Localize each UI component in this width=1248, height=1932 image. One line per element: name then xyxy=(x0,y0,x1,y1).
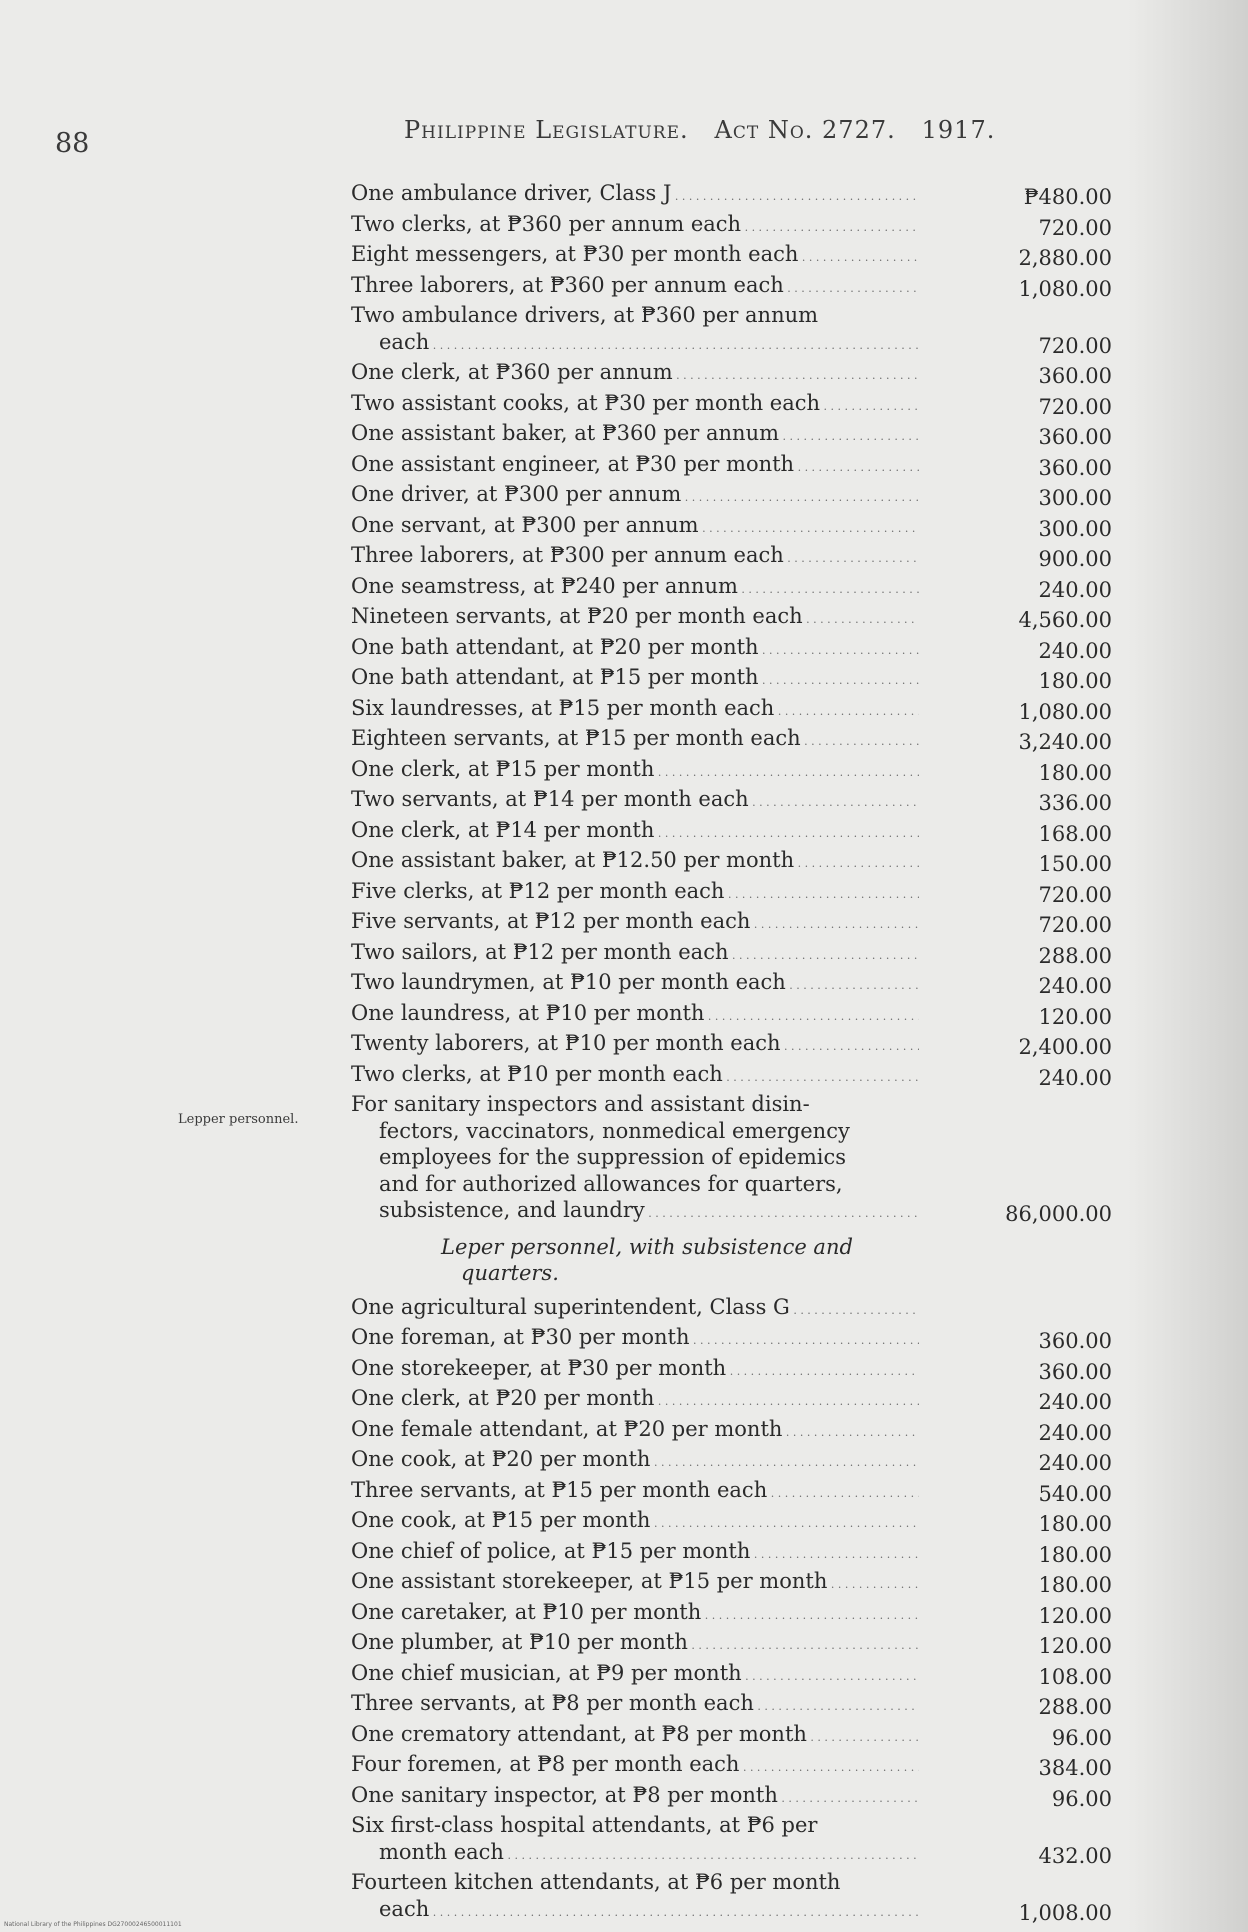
margin-note: Lepper personnel. xyxy=(178,1112,299,1127)
line-item-description xyxy=(351,939,919,970)
line-item xyxy=(351,1538,1121,1569)
line-item xyxy=(351,180,1121,211)
line-item xyxy=(351,512,1121,543)
line-item-amount: 720.00 xyxy=(1038,394,1112,419)
line-item-amount: 240.00 xyxy=(1038,974,1112,998)
line-item xyxy=(351,1030,1121,1061)
line-item xyxy=(351,1061,1121,1092)
line-item-amount: 120.00 xyxy=(1038,1603,1112,1628)
line-item-amount: 432.00 xyxy=(1038,1843,1112,1868)
line-item-text: One cook, at ₱20 per month . . . xyxy=(351,1447,919,1471)
line-item-text: Eighteen servants, at ₱15 per month each . . . xyxy=(351,726,919,750)
line-item-text: One driver, at ₱300 per annum . . . xyxy=(351,482,919,506)
line-item-text: Six first-class hospital attendants, at ₱6 per xyxy=(351,1813,818,1837)
line-item-amount: 108.00 xyxy=(1038,1664,1112,1689)
line-item-description xyxy=(351,211,919,242)
line-item-text: One plumber, at ₱10 per month . . . xyxy=(351,1630,919,1654)
line-item-amount: 360.00 xyxy=(1038,1359,1112,1384)
line-item-amount: 720.00 xyxy=(1038,913,1112,937)
line-item xyxy=(351,969,1121,1000)
line-item-text: One bath attendant, at ₱20 per month . . . xyxy=(351,635,919,659)
line-item xyxy=(351,634,1121,665)
line-item-text: employees for the suppression of epidemics xyxy=(379,1145,846,1169)
line-item-amount: 360.00 xyxy=(1038,364,1112,388)
line-item-text: One crematory attendant, at ₱8 per month . . . xyxy=(351,1722,919,1746)
section-heading-line: Leper personnel, with subsistence and xyxy=(441,1234,853,1259)
line-item xyxy=(351,908,1121,939)
line-item-amount: 300.00 xyxy=(1038,516,1112,541)
line-item xyxy=(351,603,1121,634)
line-item xyxy=(351,1324,1121,1355)
page-edge-shadow xyxy=(1128,0,1248,1932)
line-item-description xyxy=(351,725,919,756)
line-item-text: Four foremen, at ₱8 per month each . . . xyxy=(351,1752,919,1776)
section-heading xyxy=(441,1234,941,1286)
line-item-text: One assistant engineer, at ₱30 per month . . . xyxy=(351,452,919,476)
line-item-description xyxy=(351,1660,919,1691)
line-item xyxy=(351,1091,1121,1228)
line-item xyxy=(351,664,1121,695)
line-item-text: One agricultural superintendent, Class G . . . xyxy=(351,1295,919,1319)
line-item-amount: 2,880.00 xyxy=(1018,246,1112,270)
line-item-amount: ₱480.00 xyxy=(1023,185,1112,209)
line-item-text: Three laborers, at ₱360 per annum each . . . xyxy=(351,273,919,297)
line-item xyxy=(351,1416,1121,1447)
line-item-description xyxy=(351,1000,919,1031)
line-item-amount: 120.00 xyxy=(1038,1004,1112,1029)
line-item-amount: 240.00 xyxy=(1038,1451,1112,1475)
line-item-description xyxy=(351,302,919,359)
line-item xyxy=(351,1629,1121,1660)
line-item-description xyxy=(351,1568,919,1599)
line-item-description xyxy=(351,1061,919,1092)
line-item xyxy=(351,1869,1121,1926)
line-item-amount: 168.00 xyxy=(1038,821,1112,846)
line-item xyxy=(351,1477,1121,1508)
line-item-text: One assistant storekeeper, at ₱15 per month . . . xyxy=(351,1569,919,1593)
item-list-general xyxy=(351,180,1121,1228)
line-item-amount: 1,008.00 xyxy=(1018,1900,1112,1925)
line-item-amount: 240.00 xyxy=(1038,1390,1112,1414)
line-item xyxy=(351,1446,1121,1477)
line-item-text: Two laundrymen, at ₱10 per month each . . . xyxy=(351,970,919,994)
line-item-description xyxy=(351,359,919,390)
line-item xyxy=(351,695,1121,726)
running-head-title: Philippine Legislature. xyxy=(404,116,689,144)
line-item-amount: 288.00 xyxy=(1038,943,1112,968)
line-item-amount: 180.00 xyxy=(1038,1573,1112,1597)
line-item-text: One caretaker, at ₱10 per month . . . xyxy=(351,1600,919,1624)
line-item-description xyxy=(351,512,919,543)
line-item-amount: 150.00 xyxy=(1038,852,1112,876)
line-item-amount: 180.00 xyxy=(1038,669,1112,693)
line-item xyxy=(351,1385,1121,1416)
item-list-leper xyxy=(351,1294,1121,1927)
line-item-description xyxy=(351,1385,919,1416)
line-item-amount: 336.00 xyxy=(1038,791,1112,815)
running-head xyxy=(404,116,995,144)
line-item-text: One storekeeper, at ₱30 per month . . . xyxy=(351,1356,919,1380)
line-item-text: One clerk, at ₱14 per month . . . xyxy=(351,818,919,842)
line-item-text: Two servants, at ₱14 per month each . . . xyxy=(351,787,919,811)
line-item-text: Five clerks, at ₱12 per month each . . . xyxy=(351,879,919,903)
line-item-text: and for authorized allowances for quarters, xyxy=(379,1171,843,1196)
line-item xyxy=(351,420,1121,451)
line-item-amount: 360.00 xyxy=(1038,455,1112,480)
line-item xyxy=(351,302,1121,359)
line-item-amount: 240.00 xyxy=(1038,1420,1112,1445)
line-item-text: One bath attendant, at ₱15 per month . . . xyxy=(351,665,919,689)
line-item-amount: 2,400.00 xyxy=(1018,1035,1112,1059)
line-item-description xyxy=(351,1324,919,1355)
line-item-text: One female attendant, at ₱20 per month . . . xyxy=(351,1417,919,1441)
line-item-description xyxy=(351,1030,919,1061)
line-item-text: Eight messengers, at ₱30 per month each . . . xyxy=(351,242,919,266)
line-item xyxy=(351,1599,1121,1630)
line-item xyxy=(351,786,1121,817)
line-item xyxy=(351,1690,1121,1721)
line-item-amount: 1,080.00 xyxy=(1018,276,1112,301)
line-item-text: One assistant baker, at ₱12.50 per month . . . xyxy=(351,848,919,872)
line-item-text: One laundress, at ₱10 per month . . . xyxy=(351,1001,919,1025)
page-number: 88 xyxy=(55,128,90,159)
line-item-description xyxy=(351,451,919,482)
line-item-description xyxy=(351,1294,919,1325)
line-item xyxy=(351,1568,1121,1599)
line-item-amount: 720.00 xyxy=(1038,333,1112,358)
line-item-description xyxy=(351,695,919,726)
line-item-amount: 4,560.00 xyxy=(1018,608,1112,632)
line-item-description xyxy=(351,1507,919,1538)
line-item-description xyxy=(351,1355,919,1386)
line-item-text: One chief of police, at ₱15 per month . . . xyxy=(351,1539,919,1563)
line-item-amount: 96.00 xyxy=(1051,1786,1112,1811)
line-item xyxy=(351,1000,1121,1031)
line-item-text: For sanitary inspectors and assistant disin- xyxy=(351,1092,810,1116)
line-item-description xyxy=(351,241,919,272)
line-item-description xyxy=(351,1690,919,1721)
line-item xyxy=(351,272,1121,303)
appropriation-list xyxy=(351,180,1121,1926)
line-item-amount: 360.00 xyxy=(1038,1329,1112,1353)
line-item-amount: 86,000.00 xyxy=(1005,1202,1112,1226)
line-item-description xyxy=(351,481,919,512)
line-item-amount: 720.00 xyxy=(1038,882,1112,907)
line-item-description xyxy=(351,1599,919,1630)
line-item xyxy=(351,1355,1121,1386)
line-item-description xyxy=(351,420,919,451)
line-item-text: each . . . xyxy=(379,330,919,354)
line-item-text: Two clerks, at ₱360 per annum each . . . xyxy=(351,212,919,236)
line-item-description xyxy=(351,756,919,787)
line-item-description xyxy=(351,390,919,421)
line-item-description xyxy=(351,1538,919,1569)
line-item-description xyxy=(351,847,919,878)
line-item-text: fectors, vaccinators, nonmedical emergency xyxy=(379,1118,850,1143)
line-item-description xyxy=(351,1782,919,1813)
line-item-amount: 96.00 xyxy=(1051,1725,1112,1750)
line-item-text: One clerk, at ₱20 per month . . . xyxy=(351,1386,919,1410)
line-item-text: Six laundresses, at ₱15 per month each . . . xyxy=(351,696,919,720)
line-item-description xyxy=(351,573,919,604)
line-item xyxy=(351,939,1121,970)
line-item xyxy=(351,1812,1121,1869)
line-item xyxy=(351,211,1121,242)
line-item xyxy=(351,481,1121,512)
line-item-amount: 384.00 xyxy=(1038,1756,1112,1780)
line-item-text: Five servants, at ₱12 per month each . . . xyxy=(351,909,919,933)
line-item-text: One chief musician, at ₱9 per month . . . xyxy=(351,1661,919,1685)
line-item-amount: 240.00 xyxy=(1038,638,1112,663)
line-item xyxy=(351,573,1121,604)
line-item-text: One ambulance driver, Class J . . . xyxy=(351,181,919,205)
line-item-description xyxy=(351,664,919,695)
line-item-description xyxy=(351,878,919,909)
line-item-text: One assistant baker, at ₱360 per annum . . . xyxy=(351,421,919,445)
line-item-amount: 288.00 xyxy=(1038,1695,1112,1719)
line-item-amount: 180.00 xyxy=(1038,760,1112,785)
line-item xyxy=(351,847,1121,878)
line-item xyxy=(351,390,1121,421)
line-item-amount: 1,080.00 xyxy=(1018,699,1112,724)
line-item-description xyxy=(351,786,919,817)
line-item-description xyxy=(351,272,919,303)
line-item-description xyxy=(351,817,919,848)
line-item-amount: 360.00 xyxy=(1038,425,1112,449)
line-item-text: One clerk, at ₱15 per month . . . xyxy=(351,757,919,781)
line-item-amount: 540.00 xyxy=(1038,1481,1112,1506)
line-item-text: Three servants, at ₱15 per month each . . . xyxy=(351,1478,919,1502)
line-item xyxy=(351,1660,1121,1691)
line-item-text: Two assistant cooks, at ₱30 per month each . . . xyxy=(351,391,919,415)
line-item-description xyxy=(351,908,919,939)
line-item-amount: 3,240.00 xyxy=(1018,730,1112,754)
line-item xyxy=(351,1782,1121,1813)
line-item xyxy=(351,878,1121,909)
line-item xyxy=(351,756,1121,787)
line-item xyxy=(351,1721,1121,1752)
line-item-amount: 240.00 xyxy=(1038,1065,1112,1090)
line-item xyxy=(351,542,1121,573)
scan-footer: National Library of the Philippines DG27000246500011101 xyxy=(4,1921,182,1928)
line-item-text: One clerk, at ₱360 per annum . . . xyxy=(351,360,919,384)
line-item-text: each . . . xyxy=(379,1897,919,1921)
line-item-description xyxy=(351,634,919,665)
line-item-description xyxy=(351,1446,919,1477)
line-item-amount: 900.00 xyxy=(1038,547,1112,571)
line-item-text: month each . . . xyxy=(379,1840,919,1864)
line-item-description xyxy=(351,1416,919,1447)
line-item-text: Nineteen servants, at ₱20 per month each . . . xyxy=(351,604,919,628)
line-item xyxy=(351,1751,1121,1782)
line-item-description xyxy=(351,1477,919,1508)
line-item-description xyxy=(351,1869,919,1926)
line-item xyxy=(351,725,1121,756)
line-item xyxy=(351,1294,1121,1325)
line-item-text: One cook, at ₱15 per month . . . xyxy=(351,1508,919,1532)
line-item xyxy=(351,359,1121,390)
line-item-amount: 240.00 xyxy=(1038,577,1112,602)
line-item-amount: 180.00 xyxy=(1038,1512,1112,1536)
line-item xyxy=(351,241,1121,272)
line-item xyxy=(351,451,1121,482)
line-item-text: Two ambulance drivers, at ₱360 per annum xyxy=(351,303,819,327)
line-item-text: Twenty laborers, at ₱10 per month each . . . xyxy=(351,1031,919,1055)
line-item-amount: 120.00 xyxy=(1038,1634,1112,1658)
line-item-amount: 720.00 xyxy=(1038,215,1112,240)
line-item-amount: 180.00 xyxy=(1038,1542,1112,1567)
line-item-text: Three servants, at ₱8 per month each . . . xyxy=(351,1691,919,1715)
line-item-description xyxy=(351,1091,919,1228)
line-item-description xyxy=(351,969,919,1000)
line-item-text: One foreman, at ₱30 per month . . . xyxy=(351,1325,919,1349)
line-item xyxy=(351,1507,1121,1538)
line-item-text: One seamstress, at ₱240 per annum . . . xyxy=(351,574,919,598)
line-item-text: Two clerks, at ₱10 per month each . . . xyxy=(351,1062,919,1086)
line-item-description xyxy=(351,542,919,573)
line-item-text: One sanitary inspector, at ₱8 per month . . . xyxy=(351,1783,919,1807)
line-item-text: subsistence, and laundry . . . xyxy=(379,1198,919,1222)
line-item-text: Three laborers, at ₱300 per annum each . . . xyxy=(351,543,919,567)
line-item-text: One servant, at ₱300 per annum . . . xyxy=(351,513,919,537)
line-item-description xyxy=(351,1721,919,1752)
running-head-year: 1917. xyxy=(921,116,996,144)
line-item-description xyxy=(351,1751,919,1782)
line-item xyxy=(351,817,1121,848)
line-item-description xyxy=(351,180,919,211)
running-head-act: Act No. 2727. xyxy=(714,116,896,144)
line-item-text: Two sailors, at ₱12 per month each . . . xyxy=(351,940,919,964)
line-item-description xyxy=(351,603,919,634)
line-item-description xyxy=(351,1629,919,1660)
line-item-amount: 300.00 xyxy=(1038,486,1112,510)
line-item-description xyxy=(351,1812,919,1869)
line-item-text: Fourteen kitchen attendants, at ₱6 per month xyxy=(351,1870,841,1894)
section-heading-line: quarters. xyxy=(461,1260,559,1285)
